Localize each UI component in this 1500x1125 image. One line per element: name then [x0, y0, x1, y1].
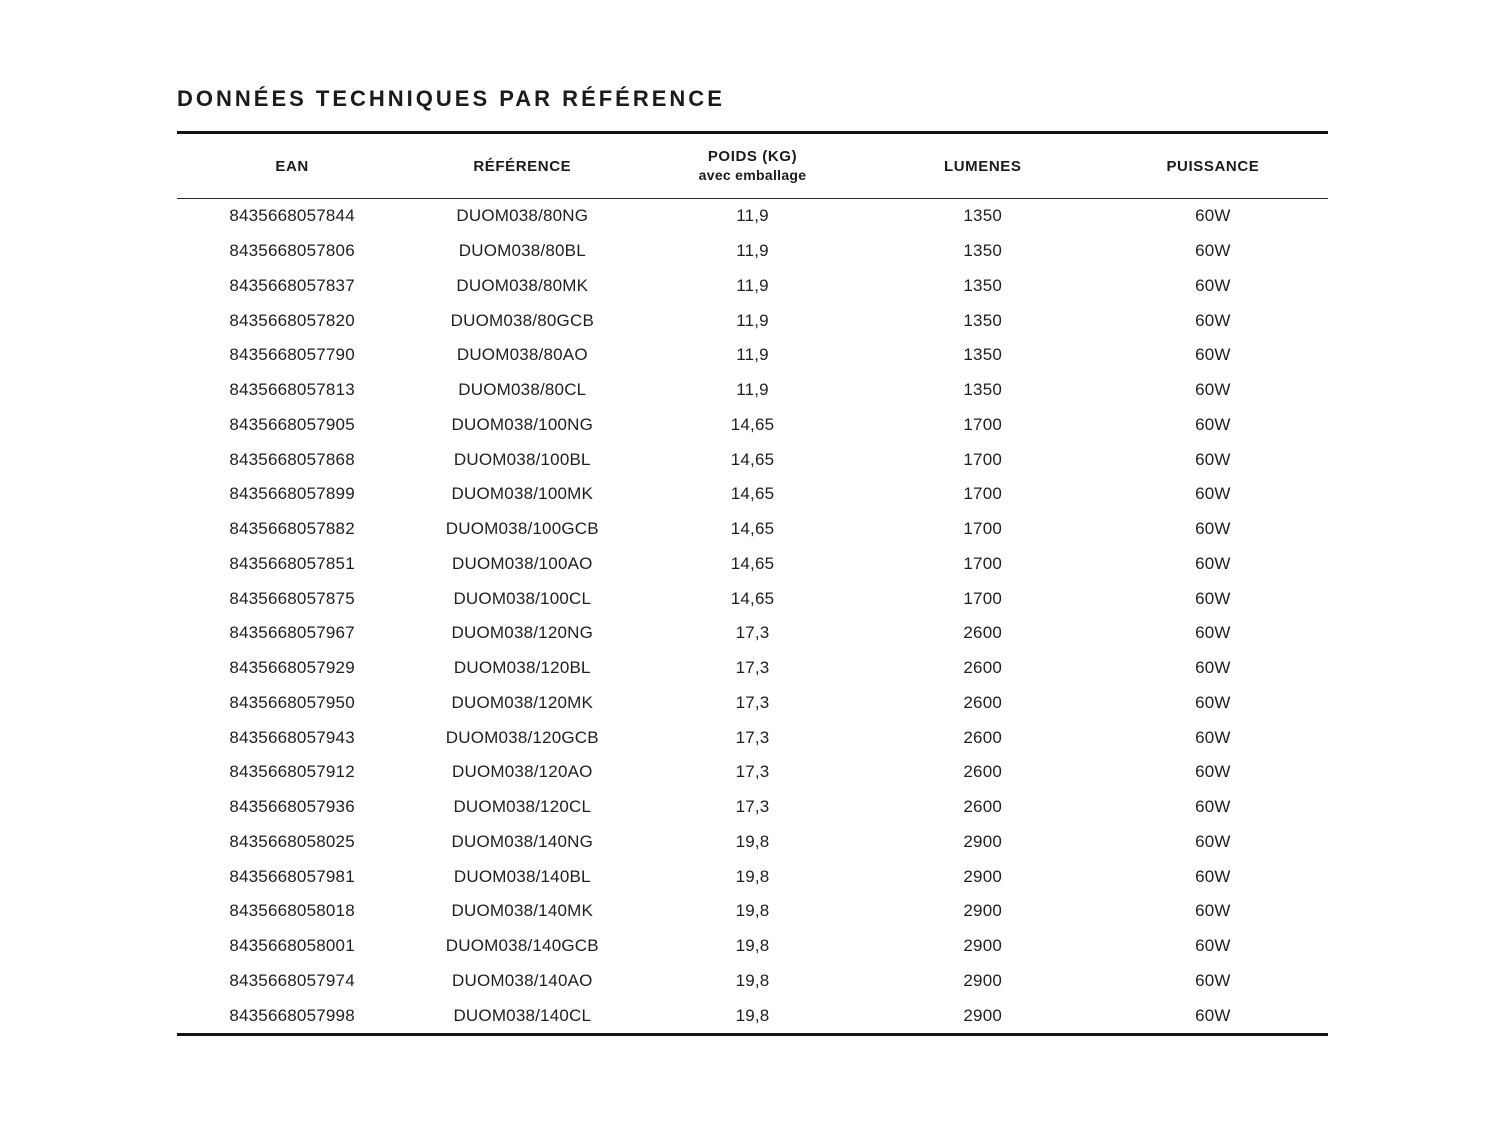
cell-ean: 8435668057875	[229, 588, 355, 608]
cell-ean: 8435668057868	[229, 449, 355, 469]
cell-ean: 8435668057912	[229, 762, 355, 782]
table-row	[177, 477, 1328, 512]
cell-ean: 8435668057943	[229, 727, 355, 747]
table-row	[177, 234, 1328, 269]
cell-poids: 11,9	[736, 380, 769, 400]
column-header-ean-label: EAN	[275, 157, 309, 175]
cell-lumenes: 2600	[963, 727, 1003, 747]
cell-puissance: 60W	[1195, 310, 1231, 330]
cell-puissance: 60W	[1195, 901, 1231, 921]
table-row	[177, 686, 1328, 721]
cell-lumenes: 1700	[963, 484, 1003, 504]
cell-reference: DUOM038/80AO	[456, 345, 588, 365]
table-row	[177, 547, 1328, 582]
datasheet-page	[177, 0, 1328, 1036]
cell-puissance: 60W	[1195, 484, 1231, 504]
cell-poids: 11,9	[736, 241, 769, 261]
cell-puissance: 60W	[1195, 762, 1231, 782]
cell-ean: 8435668057899	[229, 484, 355, 504]
table-row	[177, 199, 1328, 234]
cell-reference: DUOM038/120MK	[451, 692, 594, 712]
cell-poids: 17,3	[735, 623, 770, 643]
cell-lumenes: 2600	[963, 797, 1003, 817]
page-title: DONNÉES TECHNIQUES PAR RÉFÉRENCE	[177, 86, 725, 111]
cell-ean: 8435668057974	[229, 970, 355, 990]
cell-reference: DUOM038/80NG	[456, 206, 589, 226]
cell-puissance: 60W	[1195, 970, 1231, 990]
cell-poids: 17,3	[735, 658, 770, 678]
cell-lumenes: 1700	[963, 588, 1003, 608]
column-header-puissance-label: PUISSANCE	[1166, 157, 1260, 175]
cell-reference: DUOM038/80GCB	[450, 310, 594, 330]
cell-puissance: 60W	[1195, 936, 1231, 956]
table-row	[177, 616, 1328, 651]
table-row	[177, 790, 1328, 825]
table-row	[177, 581, 1328, 616]
cell-ean: 8435668057929	[229, 658, 355, 678]
cell-reference: DUOM038/140NG	[451, 831, 594, 851]
cell-ean: 8435668057837	[229, 275, 355, 295]
cell-puissance: 60W	[1195, 553, 1231, 573]
cell-reference: DUOM038/140MK	[451, 901, 594, 921]
table-row	[177, 998, 1328, 1033]
cell-reference: DUOM038/100AO	[452, 553, 593, 573]
cell-puissance: 60W	[1195, 414, 1231, 434]
table-row	[177, 651, 1328, 686]
cell-puissance: 60W	[1195, 588, 1231, 608]
cell-ean: 8435668058001	[229, 936, 355, 956]
cell-reference: DUOM038/140CL	[453, 1005, 592, 1025]
cell-lumenes: 2900	[963, 970, 1003, 990]
cell-lumenes: 2900	[963, 1005, 1003, 1025]
cell-poids: 17,3	[735, 727, 770, 747]
table-row	[177, 894, 1328, 929]
column-header-poids-sublabel: avec emballage	[698, 167, 807, 183]
cell-puissance: 60W	[1195, 797, 1231, 817]
table-row	[177, 929, 1328, 964]
cell-reference: DUOM038/140BL	[453, 866, 591, 886]
table-row	[177, 720, 1328, 755]
cell-puissance: 60W	[1195, 241, 1231, 261]
table-row	[177, 269, 1328, 304]
cell-ean: 8435668057820	[229, 310, 355, 330]
cell-reference: DUOM038/100GCB	[445, 519, 599, 539]
column-header-poids-label: POIDS (KG)	[707, 148, 798, 165]
cell-lumenes: 2900	[963, 866, 1003, 886]
cell-lumenes: 1700	[963, 519, 1003, 539]
cell-ean: 8435668057998	[229, 1005, 355, 1025]
cell-puissance: 60W	[1195, 623, 1231, 643]
table-row	[177, 859, 1328, 894]
cell-puissance: 60W	[1195, 692, 1231, 712]
cell-ean: 8435668057882	[229, 519, 355, 539]
cell-ean: 8435668057981	[229, 866, 355, 886]
cell-lumenes: 2900	[963, 901, 1003, 921]
cell-poids: 14,65	[730, 484, 775, 504]
cell-lumenes: 2900	[963, 936, 1003, 956]
table-row	[177, 964, 1328, 999]
table-row	[177, 373, 1328, 408]
cell-poids: 14,65	[730, 414, 775, 434]
cell-puissance: 60W	[1195, 658, 1231, 678]
cell-reference: DUOM038/100MK	[451, 484, 594, 504]
cell-reference: DUOM038/100BL	[453, 449, 591, 469]
cell-reference: DUOM038/80CL	[458, 380, 587, 400]
cell-lumenes: 1700	[963, 553, 1003, 573]
cell-ean: 8435668057936	[229, 797, 355, 817]
cell-poids: 17,3	[735, 797, 770, 817]
cell-lumenes: 1350	[963, 241, 1003, 261]
cell-ean: 8435668057813	[229, 380, 355, 400]
cell-poids: 11,9	[736, 345, 769, 365]
cell-poids: 11,9	[736, 206, 769, 226]
cell-reference: DUOM038/100NG	[451, 414, 594, 434]
cell-poids: 19,8	[735, 866, 770, 886]
cell-reference: DUOM038/120GCB	[445, 727, 599, 747]
cell-poids: 19,8	[735, 901, 770, 921]
table-body	[177, 199, 1328, 1033]
cell-poids: 17,3	[735, 762, 770, 782]
column-header-lumenes	[868, 157, 1098, 176]
cell-reference: DUOM038/120AO	[452, 762, 593, 782]
column-header-poids	[637, 147, 867, 185]
cell-puissance: 60W	[1195, 345, 1231, 365]
cell-lumenes: 2900	[963, 831, 1003, 851]
cell-lumenes: 1350	[963, 206, 1003, 226]
cell-reference: DUOM038/120BL	[453, 658, 591, 678]
cell-ean: 8435668057967	[229, 623, 355, 643]
cell-poids: 14,65	[730, 449, 775, 469]
table-header-row	[177, 134, 1328, 199]
cell-lumenes: 1350	[963, 310, 1003, 330]
cell-reference: DUOM038/80BL	[458, 241, 586, 261]
cell-lumenes: 2600	[963, 762, 1003, 782]
cell-lumenes: 1350	[963, 345, 1003, 365]
cell-puissance: 60W	[1195, 275, 1231, 295]
column-header-reference	[407, 157, 637, 176]
cell-reference: DUOM038/120CL	[453, 797, 592, 817]
cell-reference: DUOM038/80MK	[456, 275, 589, 295]
column-header-reference-label: RÉFÉRENCE	[473, 157, 572, 175]
cell-reference: DUOM038/140AO	[452, 970, 593, 990]
technical-data-table	[177, 131, 1328, 1036]
cell-poids: 19,8	[735, 970, 770, 990]
cell-lumenes: 1350	[963, 275, 1003, 295]
cell-ean: 8435668057806	[229, 241, 355, 261]
table-row	[177, 825, 1328, 860]
cell-puissance: 60W	[1195, 727, 1231, 747]
cell-puissance: 60W	[1195, 206, 1231, 226]
cell-poids: 19,8	[735, 1005, 770, 1025]
table-row	[177, 755, 1328, 790]
cell-ean: 8435668057844	[229, 206, 355, 226]
column-header-lumenes-label: LUMENES	[943, 157, 1022, 175]
table-row	[177, 338, 1328, 373]
cell-poids: 17,3	[735, 692, 770, 712]
cell-lumenes: 1700	[963, 449, 1003, 469]
cell-lumenes: 2600	[963, 623, 1003, 643]
table-row	[177, 442, 1328, 477]
cell-poids: 19,8	[735, 831, 770, 851]
cell-reference: DUOM038/100CL	[453, 588, 592, 608]
cell-poids: 11,9	[736, 310, 769, 330]
cell-lumenes: 2600	[963, 658, 1003, 678]
cell-ean: 8435668057790	[229, 345, 355, 365]
cell-ean: 8435668057851	[229, 553, 355, 573]
cell-lumenes: 1350	[963, 380, 1003, 400]
column-header-puissance	[1098, 157, 1328, 176]
table-row	[177, 408, 1328, 443]
cell-lumenes: 1700	[963, 414, 1003, 434]
table-row	[177, 512, 1328, 547]
cell-ean: 8435668057905	[229, 414, 355, 434]
cell-puissance: 60W	[1195, 519, 1231, 539]
cell-poids: 14,65	[730, 553, 775, 573]
cell-poids: 11,9	[736, 275, 769, 295]
cell-reference: DUOM038/120NG	[451, 623, 594, 643]
cell-poids: 19,8	[735, 936, 770, 956]
cell-poids: 14,65	[730, 588, 775, 608]
column-header-ean	[177, 157, 407, 176]
cell-puissance: 60W	[1195, 380, 1231, 400]
cell-puissance: 60W	[1195, 866, 1231, 886]
cell-ean: 8435668058025	[229, 831, 355, 851]
cell-poids: 14,65	[730, 519, 775, 539]
cell-puissance: 60W	[1195, 1005, 1231, 1025]
cell-lumenes: 2600	[963, 692, 1003, 712]
cell-reference: DUOM038/140GCB	[445, 936, 599, 956]
cell-ean: 8435668057950	[229, 692, 355, 712]
cell-ean: 8435668058018	[229, 901, 355, 921]
table-row	[177, 303, 1328, 338]
cell-puissance: 60W	[1195, 449, 1231, 469]
cell-puissance: 60W	[1195, 831, 1231, 851]
